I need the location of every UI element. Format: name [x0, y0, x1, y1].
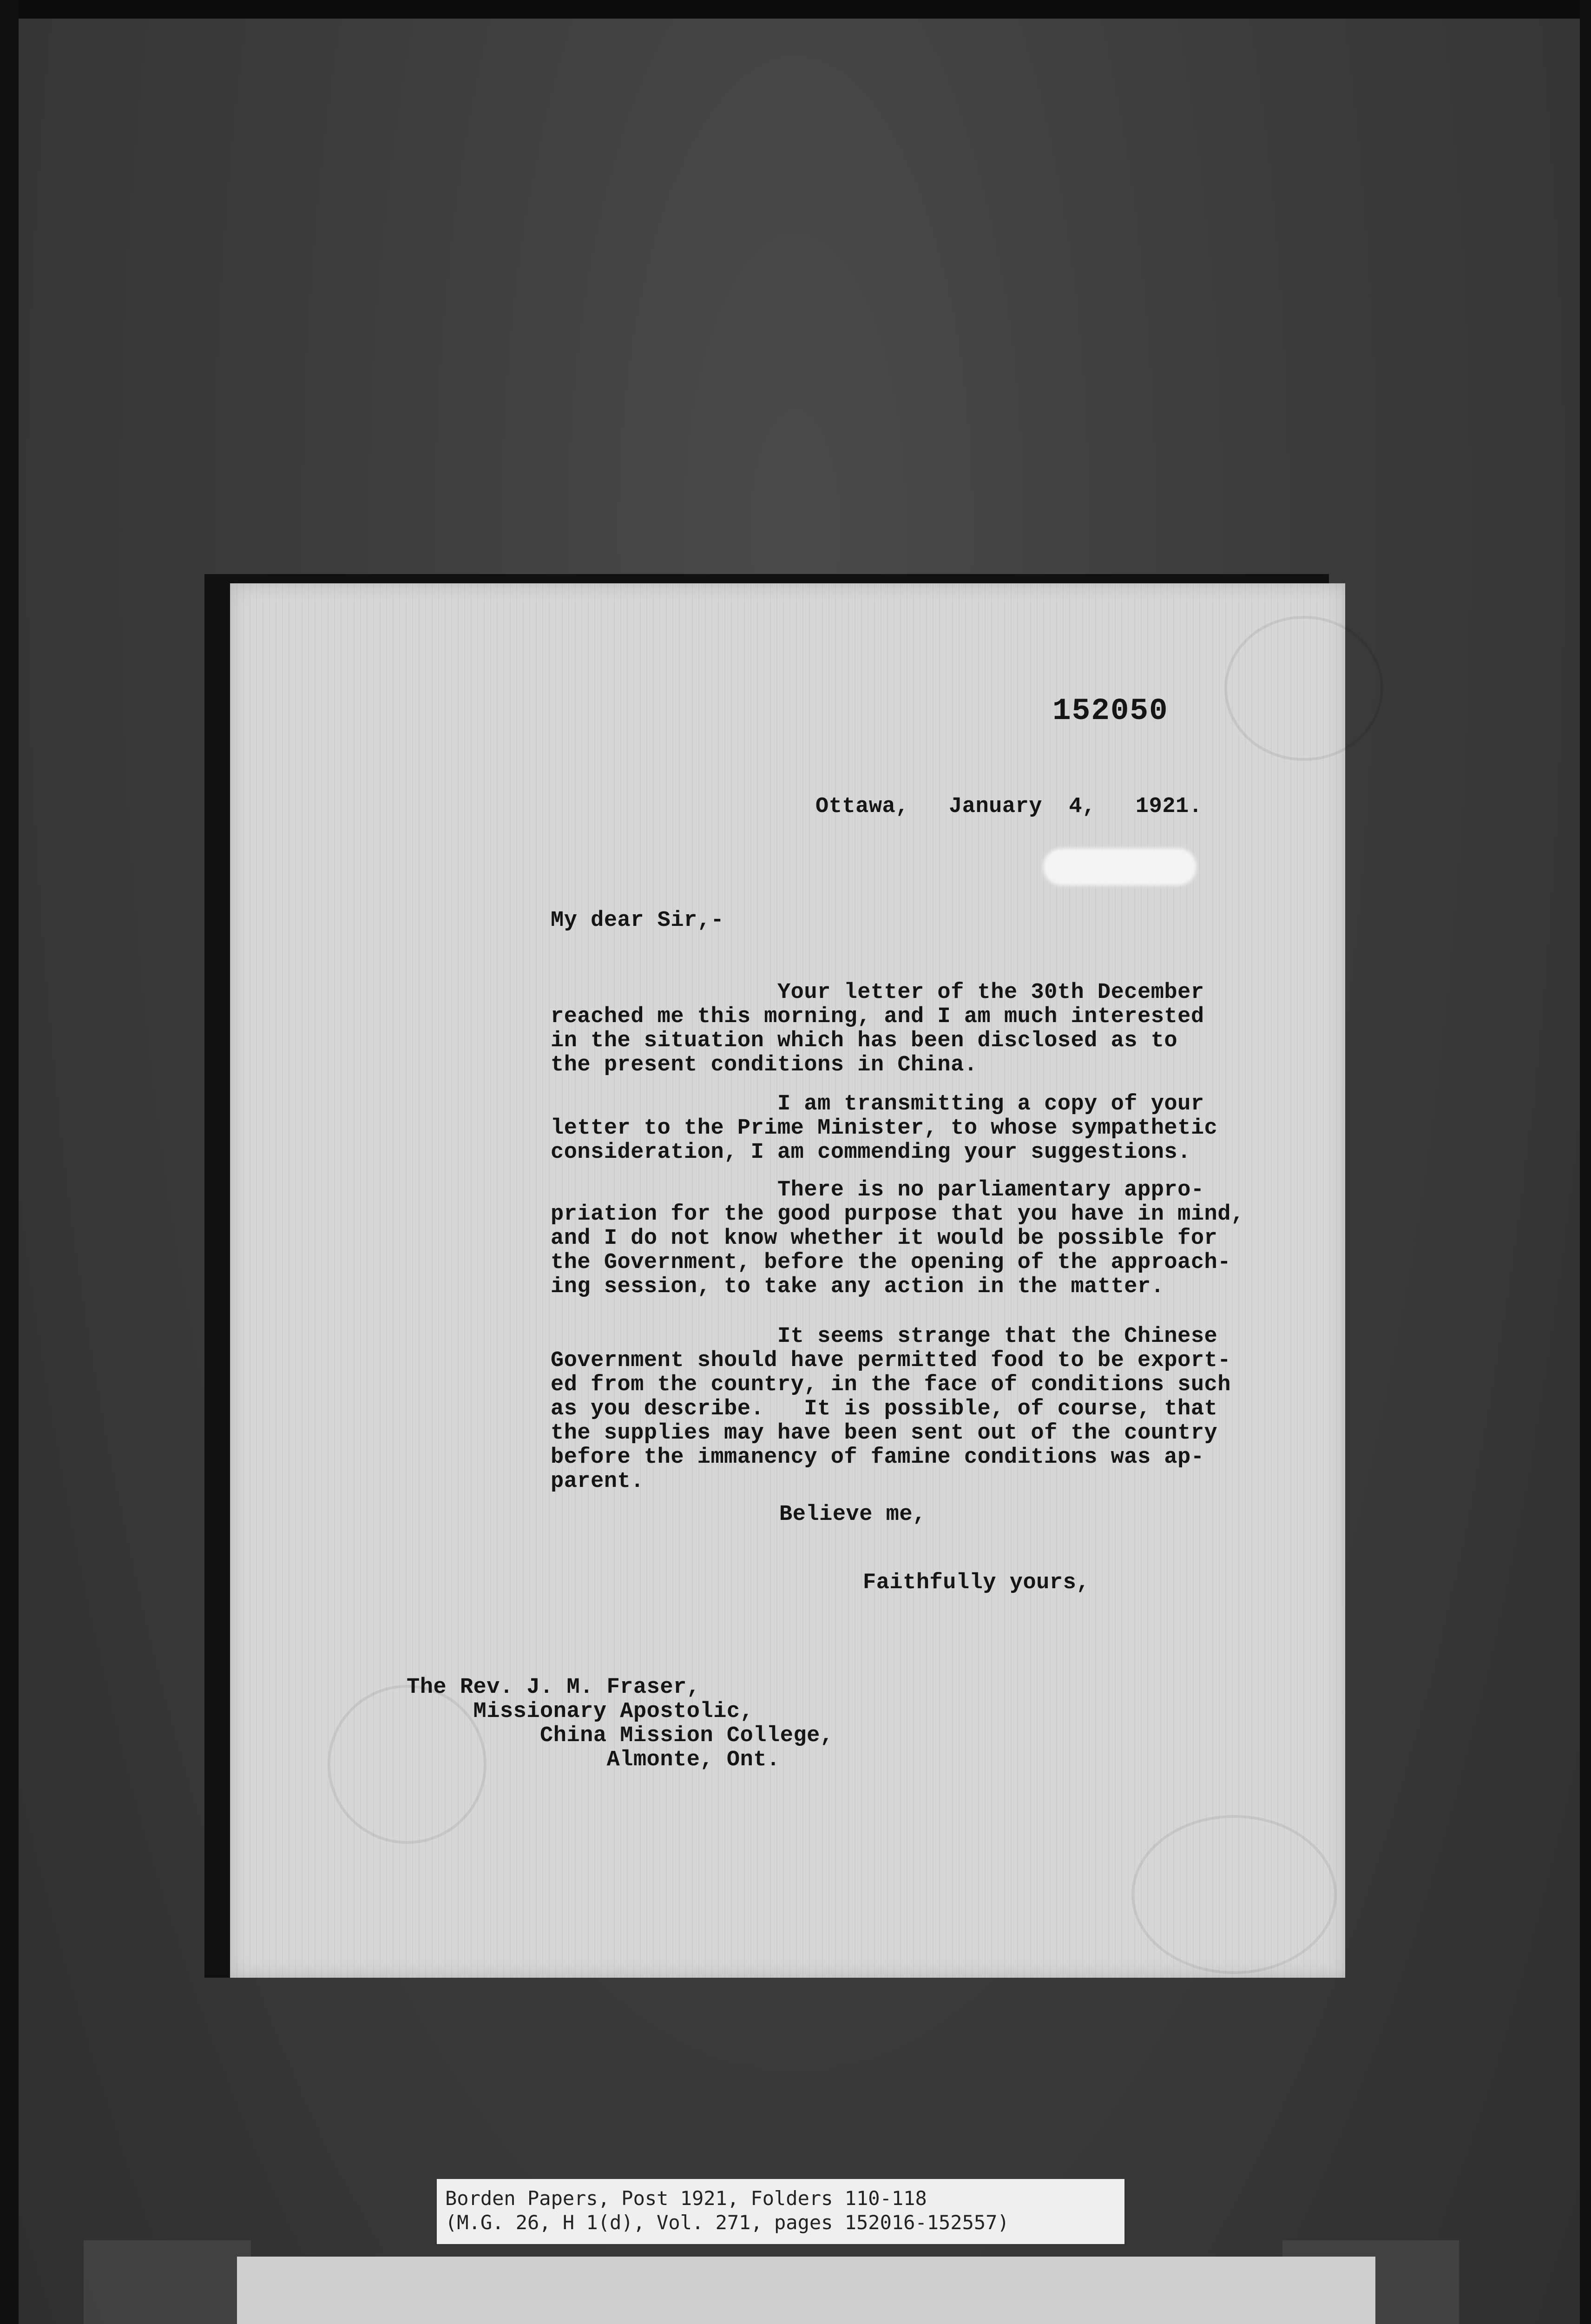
archive-reference-label [437, 2179, 1124, 2244]
film-edge-right [1580, 0, 1591, 2324]
archive-reference-line: Borden Papers, Post 1921, Folders 110-118 [445, 2187, 927, 2210]
closing-line: Believe me, [779, 1502, 926, 1527]
archives-plaque-frame [237, 2257, 1375, 2324]
faded-stamp [1224, 616, 1383, 761]
salutation: My dear Sir,- [551, 908, 724, 933]
letter-paragraph: It seems strange that the Chinese Government should have permitted food to be export- ed from the country, in the face of conditions such as you describe. It is possible, of course, that the supplies may have been sent out of the country before the immanency of famine conditions was ap- parent. [551, 1324, 1231, 1494]
faded-stamp [1131, 1815, 1337, 1974]
film-edge-top [0, 0, 1591, 19]
white-correction-patch [1043, 848, 1197, 885]
film-edge-left [0, 0, 19, 2324]
letter-paragraph: There is no parliamentary appro- priation for the good purpose that you have in mind, and I do not know whether it would be possible for the Government, before the opening of the approach- ing session, to take any action in the matter. [551, 1178, 1244, 1299]
archive-reference-line: (M.G. 26, H 1(d), Vol. 271, pages 152016-152557) [445, 2211, 1009, 2234]
recipient-address: The Rev. J. M. Fraser, Missionary Apostolic, China Mission College, Almonte, Ont. [407, 1675, 834, 1772]
tape-strip [84, 2240, 251, 2324]
page-number: 152050 [1052, 693, 1169, 728]
letter-paragraph: I am transmitting a copy of your letter to the Prime Minister, to whose sympathetic consideration, I am commending your suggestions. [551, 1092, 1218, 1165]
dateline: Ottawa, January 4, 1921. [815, 794, 1203, 819]
complimentary-close: Faithfully yours, [863, 1571, 1090, 1595]
letter-page [230, 583, 1345, 1978]
letter-paragraph: Your letter of the 30th December reached me this morning, and I am much interested in the situation which has been disclosed as to the present conditions in China. [551, 980, 1204, 1077]
